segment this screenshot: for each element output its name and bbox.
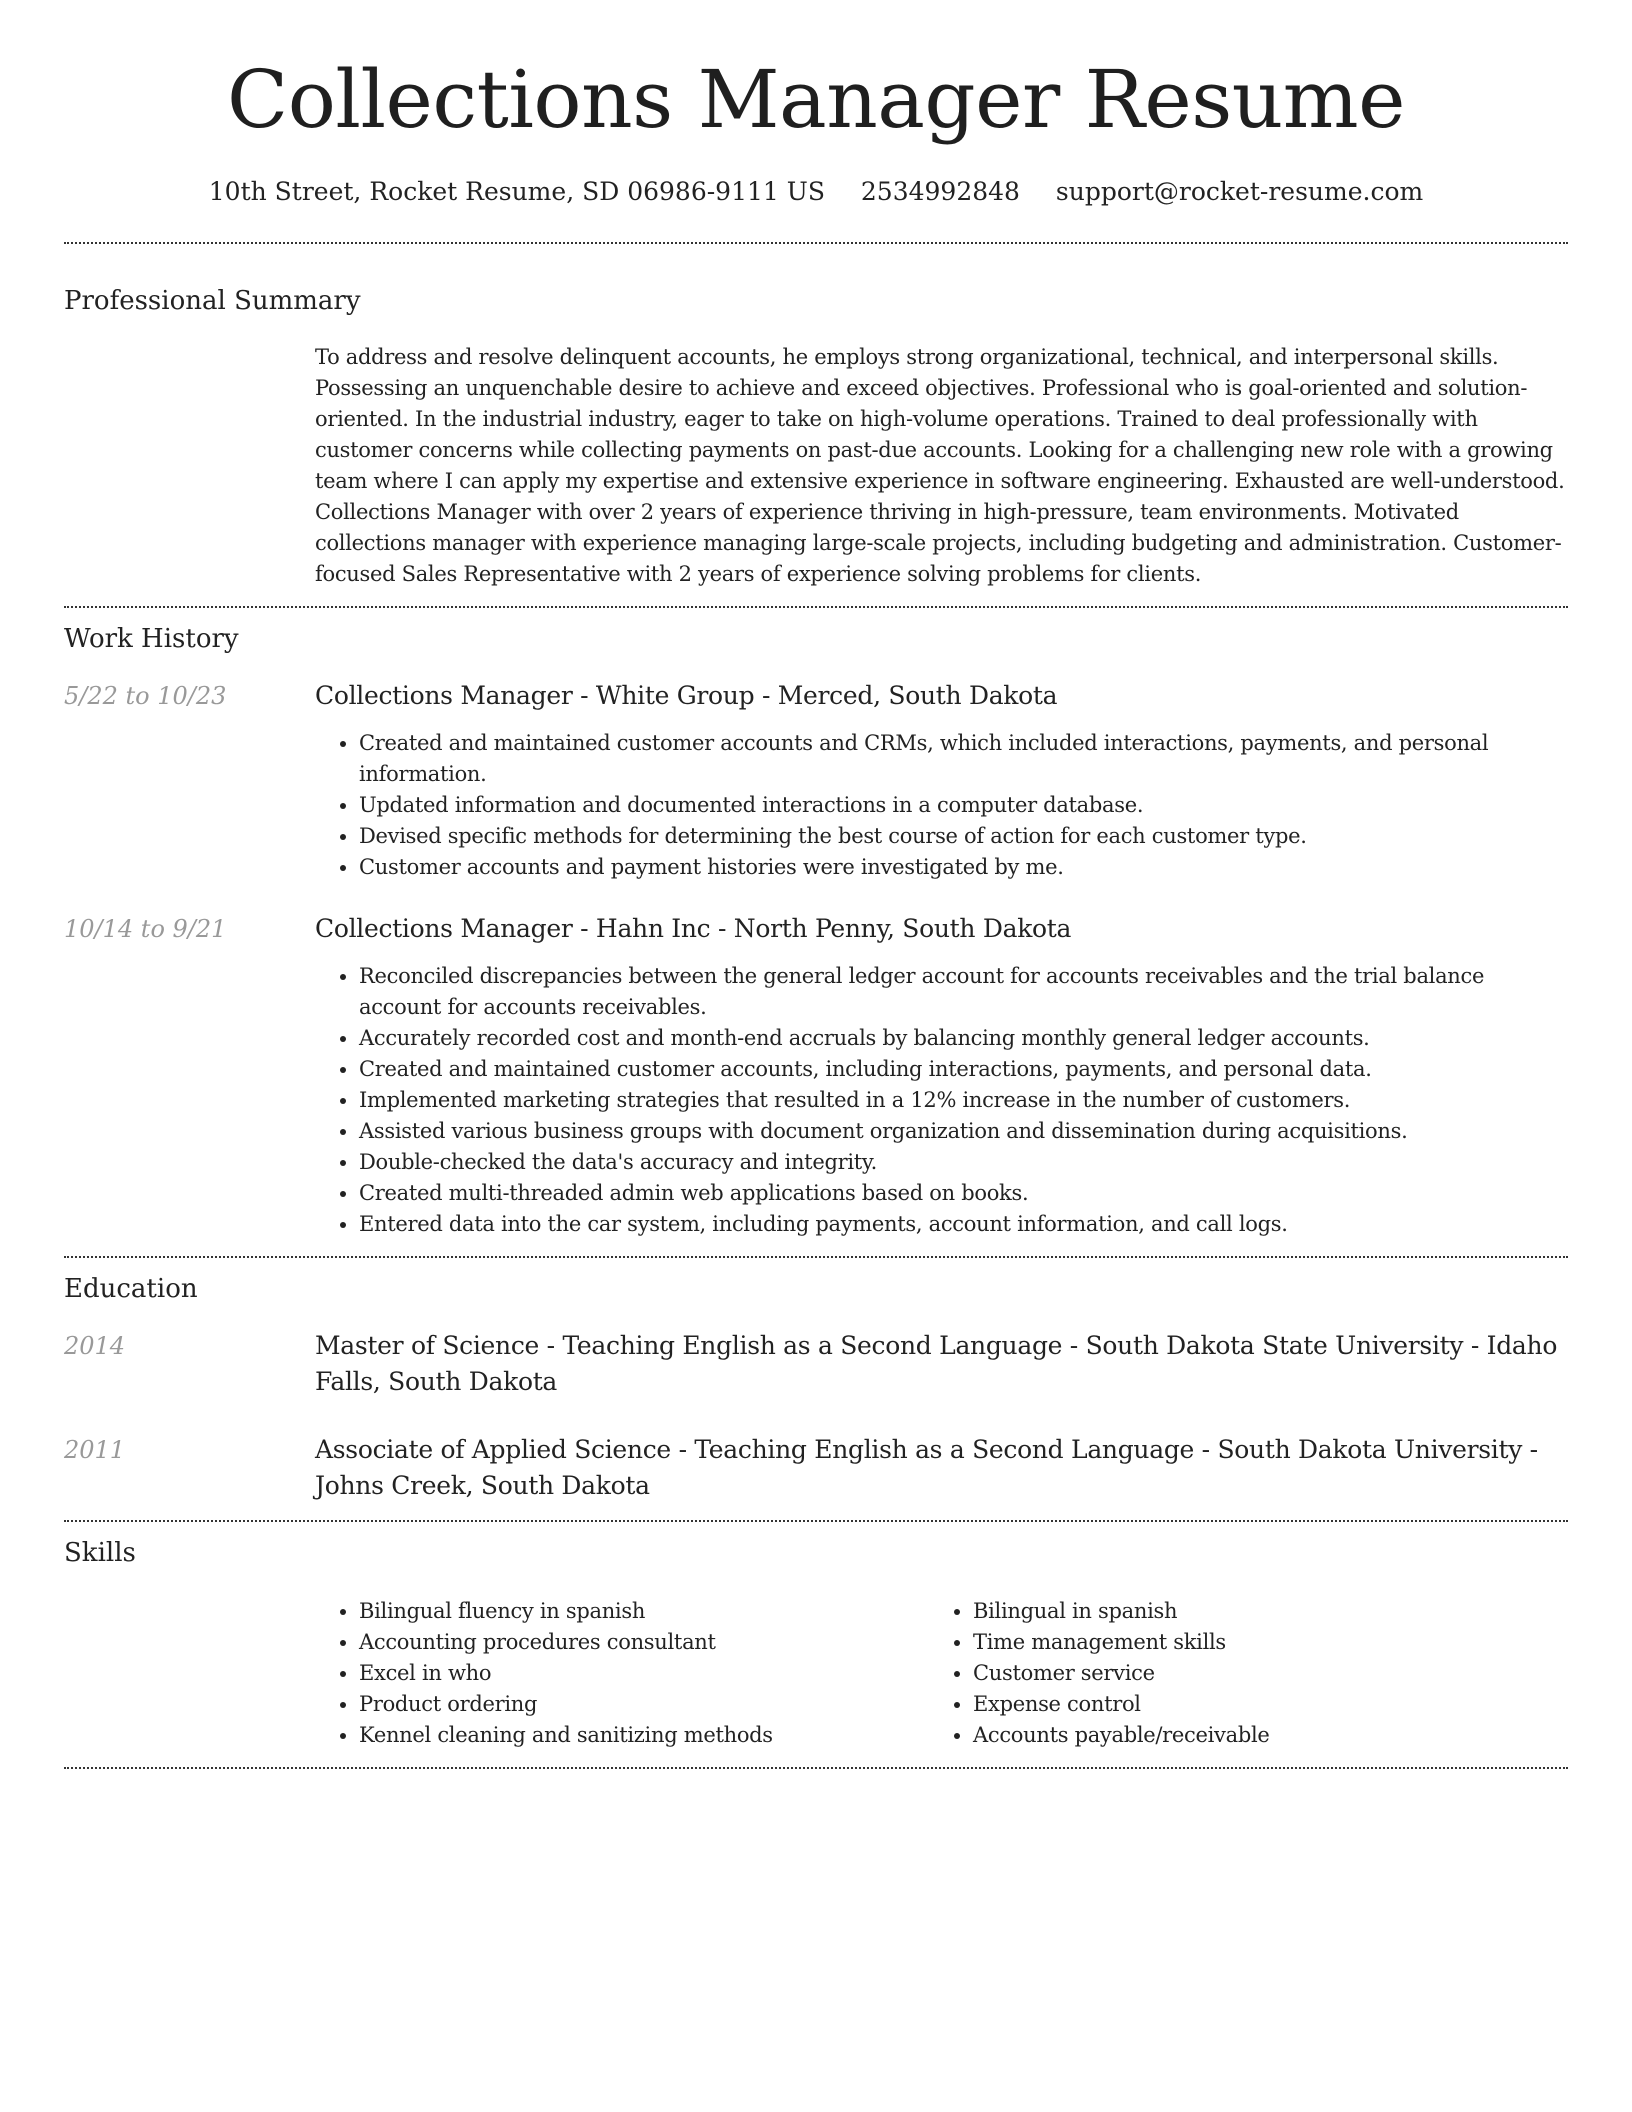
job-body — [315, 678, 1568, 883]
education-title: Master of Science - Teaching English as a Second Language - South Dakota State University - Idaho Falls, South Dakota — [315, 1331, 1558, 1396]
list-item: • Customer accounts and payment histories were investigated by me. — [359, 852, 1568, 883]
job-entry — [64, 678, 1568, 883]
list-item: • Bilingual fluency in spanish — [359, 1596, 929, 1627]
job-bullets — [315, 728, 1568, 883]
job-title: Collections Manager - White Group - Merced, South Dakota — [315, 681, 1058, 710]
section-title-summary: Professional Summary — [64, 286, 361, 316]
education-date: 2011 — [64, 1436, 126, 1464]
phone: 2534992848 — [860, 177, 1020, 206]
job-body — [315, 911, 1568, 1256]
list-item: • Double-checked the data's accuracy and integrity. — [359, 1147, 1568, 1178]
section-title-education: Education — [64, 1274, 198, 1304]
education-entry — [64, 1328, 1568, 1400]
list-item: • Updated information and documented interactions in a computer database. — [359, 790, 1568, 821]
contact-line — [64, 176, 1568, 208]
list-item: • Expense control — [973, 1689, 1493, 1720]
divider — [64, 1767, 1568, 1769]
list-item: • Bilingual in spanish — [973, 1596, 1493, 1627]
education-body — [315, 1432, 1568, 1504]
list-item: • Time management skills — [973, 1627, 1493, 1658]
section-title-skills: Skills — [64, 1538, 136, 1568]
list-item: • Created and maintained customer accounts, including interactions, payments, and personal data. — [359, 1054, 1568, 1085]
list-item: • Accounting procedures consultant — [359, 1627, 929, 1658]
job-title: Collections Manager - Hahn Inc - North Penny, South Dakota — [315, 914, 1072, 943]
list-item: • Devised specific methods for determining the best course of action for each customer type. — [359, 821, 1568, 852]
section-title-work: Work History — [64, 624, 239, 654]
address: 10th Street, Rocket Resume, SD 06986-9111 US — [208, 177, 825, 206]
skills-list-left — [315, 1596, 929, 1751]
section-work-history — [64, 608, 1568, 1256]
list-item: • Created multi-threaded admin web applications based on books. — [359, 1178, 1568, 1209]
section-skills — [64, 1522, 1568, 1751]
list-item: • Assisted various business groups with document organization and dissemination during acquisitions. — [359, 1116, 1568, 1147]
list-item: • Kennel cleaning and sanitizing methods — [359, 1720, 929, 1751]
skills-columns — [315, 1596, 1568, 1751]
summary-text: To address and resolve delinquent accounts, he employs strong organizational, technical, and interpersonal skills. Possessing an unquenchable desire to achieve and exceed objectives. Professional who is goal-oriented and solution-oriented. In the industrial industry, eager to take on high-volume operations. Trained to deal professionally with customer concerns while collecting payments on past-due accounts. Looking for a challenging new role with a growing team where I can apply my expertise and extensive experience in software engineering. Exhausted are well-understood. Collections Manager with over 2 years of experience thriving in high-pressure, team environments. Motivated collections manager with experience managing large-scale projects, including budgeting and administration. Customer-focused Sales Representative with 2 years of experience solving problems for clients. — [315, 345, 1565, 586]
list-item: • Accurately recorded cost and month-end accruals by balancing monthly general ledger accounts. — [359, 1023, 1568, 1054]
list-item: • Created and maintained customer accounts and CRMs, which included interactions, payments, and personal information. — [359, 728, 1568, 790]
section-education — [64, 1258, 1568, 1504]
section-summary — [64, 244, 1568, 590]
job-entry — [64, 911, 1568, 1256]
education-entry — [64, 1432, 1568, 1504]
list-item: • Excel in who — [359, 1658, 929, 1689]
job-date: 5/22 to 10/23 — [64, 682, 227, 710]
list-item: • Implemented marketing strategies that resulted in a 12% increase in the number of customers. — [359, 1085, 1568, 1116]
resume-title: Collections Manager Resume — [226, 53, 1405, 146]
list-item: • Customer service — [973, 1658, 1493, 1689]
list-item: • Entered data into the car system, including payments, account information, and call logs. — [359, 1209, 1568, 1240]
education-body — [315, 1328, 1568, 1400]
education-date: 2014 — [64, 1332, 126, 1360]
list-item: • Product ordering — [359, 1689, 929, 1720]
job-date: 10/14 to 9/21 — [64, 915, 227, 943]
education-title: Associate of Applied Science - Teaching English as a Second Language - South Dakota University - Johns Creek, South Dakota — [315, 1435, 1538, 1500]
email: support@rocket-resume.com — [1055, 177, 1424, 206]
job-bullets — [315, 961, 1568, 1240]
list-item: • Accounts payable/receivable — [973, 1720, 1493, 1751]
list-item: • Reconciled discrepancies between the general ledger account for accounts receivables and the trial balance account for accounts receivables. — [359, 961, 1568, 1023]
skills-list-right — [929, 1596, 1493, 1751]
